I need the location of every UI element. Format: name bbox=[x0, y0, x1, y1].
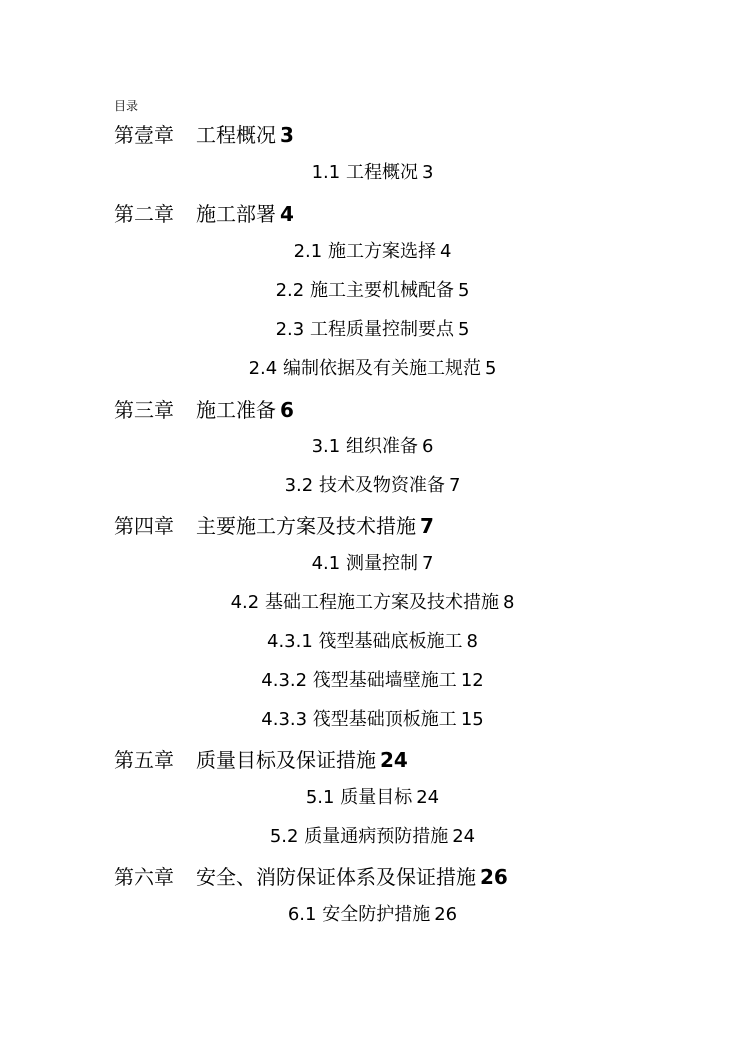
toc-entry-number: 4.3.1 bbox=[267, 631, 313, 652]
toc-entry-title: 施工方案选择 bbox=[322, 241, 436, 262]
toc-entry-number: 第五章 bbox=[114, 748, 174, 772]
toc-entry-number: 2.3 bbox=[275, 319, 305, 340]
toc-entry-title: 质量目标 bbox=[334, 787, 413, 808]
toc-section-entry[interactable] bbox=[114, 551, 631, 577]
toc-section-entry[interactable] bbox=[114, 356, 631, 382]
toc-entry-title: 质量目标及保证措施 bbox=[196, 748, 376, 772]
toc-entry-number: 4.1 bbox=[311, 553, 341, 574]
toc-entry-title: 施工准备 bbox=[196, 398, 276, 422]
toc-chapter-entry[interactable] bbox=[114, 396, 294, 424]
toc-section-entry[interactable] bbox=[114, 160, 631, 186]
toc-entry-title: 组织准备 bbox=[340, 436, 418, 457]
toc-entry-number: 4.2 bbox=[230, 592, 260, 613]
toc-entry-number: 第四章 bbox=[114, 514, 174, 538]
toc-section-entry[interactable] bbox=[114, 785, 631, 811]
toc-section-entry[interactable] bbox=[114, 824, 631, 850]
toc-entry-title: 筏型基础墙壁施工 bbox=[307, 670, 457, 691]
toc-entry-number: 4.3.2 bbox=[261, 670, 308, 691]
toc-section-entry[interactable] bbox=[114, 590, 631, 616]
toc-entry-page-number: 26 bbox=[434, 904, 458, 925]
toc-entry-number: 第三章 bbox=[114, 398, 174, 422]
toc-entry-page-number: 6 bbox=[421, 436, 434, 457]
toc-entry-page-number: 24 bbox=[416, 787, 440, 808]
toc-entry-page-number: 4 bbox=[280, 202, 294, 226]
toc-entry-number: 6.1 bbox=[287, 904, 317, 925]
toc-entry-page-number: 8 bbox=[466, 631, 478, 652]
toc-entry-number: 2.4 bbox=[248, 358, 278, 379]
toc-entry-title: 主要施工方案及技术措施 bbox=[196, 514, 416, 538]
toc-entry-number: 第六章 bbox=[114, 865, 174, 889]
toc-entry-number: 5.2 bbox=[269, 826, 299, 847]
toc-entry-page-number: 4 bbox=[439, 241, 452, 262]
toc-section-entry[interactable] bbox=[114, 317, 631, 343]
toc-entry-title: 测量控制 bbox=[340, 553, 418, 574]
toc-section-entry[interactable] bbox=[114, 902, 631, 928]
toc-section-entry[interactable] bbox=[114, 278, 631, 304]
toc-entry-page-number: 5 bbox=[457, 280, 470, 301]
toc-entry-title: 质量通病预防措施 bbox=[298, 826, 449, 847]
toc-heading: 目录 bbox=[114, 99, 139, 113]
toc-entry-title: 安全防护措施 bbox=[316, 904, 431, 925]
toc-entry-page-number: 3 bbox=[421, 162, 434, 183]
toc-section-entry[interactable] bbox=[114, 707, 631, 733]
toc-section-entry[interactable] bbox=[114, 668, 631, 694]
toc-chapter-entry[interactable] bbox=[114, 200, 294, 228]
toc-section-entry[interactable] bbox=[114, 473, 631, 499]
toc-entry-title: 基础工程施工方案及技术措施 bbox=[259, 592, 499, 613]
toc-entry-page-number: 5 bbox=[457, 319, 470, 340]
toc-entry-number: 4.3.3 bbox=[261, 709, 308, 730]
toc-entry-number: 5.1 bbox=[305, 787, 335, 808]
toc-entry-number: 3.2 bbox=[284, 475, 314, 496]
toc-entry-number: 2.2 bbox=[275, 280, 305, 301]
toc-entry-title: 筏型基础底板施工 bbox=[312, 631, 463, 652]
toc-entry-title: 工程概况 bbox=[196, 123, 276, 147]
toc-entry-page-number: 8 bbox=[502, 592, 515, 613]
toc-entry-number: 第二章 bbox=[114, 202, 174, 226]
toc-chapter-entry[interactable] bbox=[114, 863, 508, 891]
toc-section-entry[interactable] bbox=[114, 434, 631, 460]
toc-entry-page-number: 26 bbox=[480, 865, 508, 889]
toc-entry-title: 工程质量控制要点 bbox=[304, 319, 454, 340]
toc-chapter-entry[interactable] bbox=[114, 512, 434, 540]
toc-entry-page-number: 7 bbox=[448, 475, 461, 496]
toc-entry-page-number: 7 bbox=[421, 553, 434, 574]
toc-chapter-entry[interactable] bbox=[114, 746, 408, 774]
toc-entry-title: 施工部署 bbox=[196, 202, 276, 226]
toc-entry-title: 施工主要机械配备 bbox=[304, 280, 454, 301]
toc-entry-number: 3.1 bbox=[311, 436, 341, 457]
toc-entry-page-number: 7 bbox=[420, 514, 434, 538]
toc-chapter-entry[interactable] bbox=[114, 121, 294, 149]
toc-section-entry[interactable] bbox=[114, 629, 631, 655]
toc-entry-title: 工程概况 bbox=[340, 162, 418, 183]
toc-entry-title: 安全、消防保证体系及保证措施 bbox=[196, 865, 476, 889]
toc-entry-title: 技术及物资准备 bbox=[313, 475, 445, 496]
toc-entry-page-number: 3 bbox=[280, 123, 294, 147]
toc-entry-title: 筏型基础顶板施工 bbox=[307, 709, 457, 730]
toc-section-entry[interactable] bbox=[114, 239, 631, 265]
toc-entry-page-number: 12 bbox=[460, 670, 484, 691]
toc-entry-page-number: 6 bbox=[280, 398, 294, 422]
toc-entry-page-number: 24 bbox=[380, 748, 408, 772]
toc-entry-page-number: 5 bbox=[484, 358, 497, 379]
toc-entry-page-number: 15 bbox=[460, 709, 484, 730]
toc-entry-number: 第壹章 bbox=[114, 123, 174, 147]
toc-entry-number: 2.1 bbox=[293, 241, 323, 262]
toc-entry-title: 编制依据及有关施工规范 bbox=[277, 358, 481, 379]
toc-entry-page-number: 24 bbox=[452, 826, 476, 847]
toc-entry-number: 1.1 bbox=[311, 162, 341, 183]
